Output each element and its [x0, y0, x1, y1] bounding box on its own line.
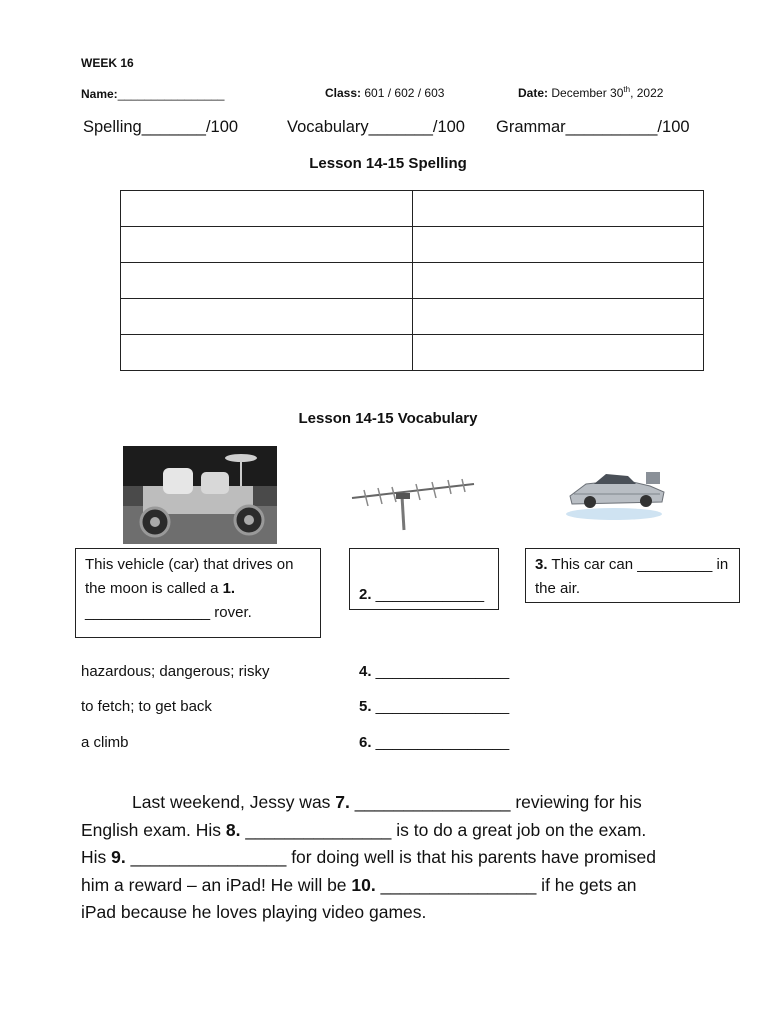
table-row: [121, 263, 704, 299]
table-row: [121, 191, 704, 227]
p-line3-b[interactable]: ________________ for doing well is that his parents have promised: [125, 847, 656, 867]
vocabulary-score[interactable]: Vocabulary_______/100: [287, 118, 465, 136]
p-line4-b[interactable]: ________________ if he gets an: [375, 874, 637, 895]
table-cell[interactable]: [121, 191, 413, 227]
class-value: 601 / 602 / 603: [364, 86, 445, 100]
answer-5[interactable]: [359, 698, 509, 715]
name-label: Name:: [81, 87, 118, 101]
date-year: , 2022: [630, 86, 664, 100]
answer-6-number: 6.: [359, 734, 372, 751]
name-field[interactable]: [81, 87, 224, 101]
paragraph-line: iPad because he loves playing video games.: [81, 902, 427, 922]
p-line1-a: Last weekend, Jessy was: [132, 792, 336, 812]
p-line1-b[interactable]: ________________ reviewing for his: [349, 792, 642, 812]
table-cell[interactable]: [121, 263, 413, 299]
p-number-9: 9.: [111, 847, 126, 867]
definition-6-text: a climb: [81, 734, 129, 751]
class-info: [325, 86, 444, 100]
answer-5-number: 5.: [359, 698, 372, 715]
p-line3-a: His: [81, 847, 112, 867]
answer-6-blank[interactable]: ________________: [371, 734, 510, 751]
table-row: [121, 299, 704, 335]
table-cell[interactable]: [412, 299, 704, 335]
box3-text[interactable]: This car can _________ in the air.: [535, 556, 729, 597]
flying-car-image: [562, 462, 674, 526]
grammar-score[interactable]: Grammar__________/100: [496, 118, 690, 136]
week-label: WEEK 16: [81, 56, 134, 70]
answer-4-blank[interactable]: ________________: [371, 663, 510, 680]
spelling-title: Lesson 14-15 Spelling: [309, 155, 467, 172]
table-cell[interactable]: [412, 263, 704, 299]
date-label: Date:: [518, 86, 549, 100]
table-cell[interactable]: [412, 335, 704, 371]
definition-5-text: to fetch; to get back: [81, 698, 212, 715]
box1-number: 1.: [222, 580, 236, 597]
vocabulary-title: Lesson 14-15 Vocabulary: [298, 410, 478, 427]
question-box-2: [349, 548, 499, 610]
answer-4-number: 4.: [359, 663, 372, 680]
spelling-table: [120, 190, 704, 371]
box3-number: 3.: [535, 556, 548, 573]
paragraph-line: [81, 844, 701, 872]
answer-5-blank[interactable]: ________________: [371, 698, 510, 715]
table-cell[interactable]: [412, 227, 704, 263]
table-cell[interactable]: [412, 191, 704, 227]
moon-rover-photo: [123, 446, 277, 544]
question-box-1: [75, 548, 321, 638]
answer-4[interactable]: [359, 663, 509, 680]
spelling-score[interactable]: Spelling_______/100: [83, 118, 239, 136]
p-line4-a: him a reward – an iPad! He will be: [81, 874, 352, 895]
table-cell[interactable]: [121, 299, 413, 335]
paragraph-line: [81, 872, 701, 900]
box1-text-a: This vehicle (car) that drives on the moon is called a: [85, 556, 294, 597]
box1-text-b[interactable]: _______________ rover.: [85, 604, 252, 621]
name-blank: ________________: [117, 87, 225, 101]
p-line2-a: English exam. His: [81, 819, 226, 840]
question-box-3: [525, 548, 740, 603]
p-number-7: 7.: [335, 792, 350, 812]
paragraph-line: [81, 817, 701, 845]
paragraph-line: [81, 789, 701, 817]
p-number-10: 10.: [351, 874, 376, 895]
fill-in-paragraph: [81, 789, 701, 927]
table-row: [121, 335, 704, 371]
date-suffix: th: [623, 85, 631, 94]
p-line2-b[interactable]: _______________ is to do a great job on the exam.: [240, 819, 647, 840]
date-info: [518, 86, 663, 100]
p-number-8: 8.: [225, 819, 241, 840]
date-value: December 30: [551, 86, 624, 100]
class-label: Class:: [325, 86, 362, 100]
answer-6[interactable]: [359, 734, 509, 751]
table-cell[interactable]: [121, 227, 413, 263]
table-row: [121, 227, 704, 263]
box2-number: 2.: [359, 586, 372, 603]
antenna-image: [350, 474, 480, 532]
box2-blank[interactable]: _____________: [371, 586, 485, 603]
definition-4-text: hazardous; dangerous; risky: [81, 663, 270, 680]
table-cell[interactable]: [121, 335, 413, 371]
